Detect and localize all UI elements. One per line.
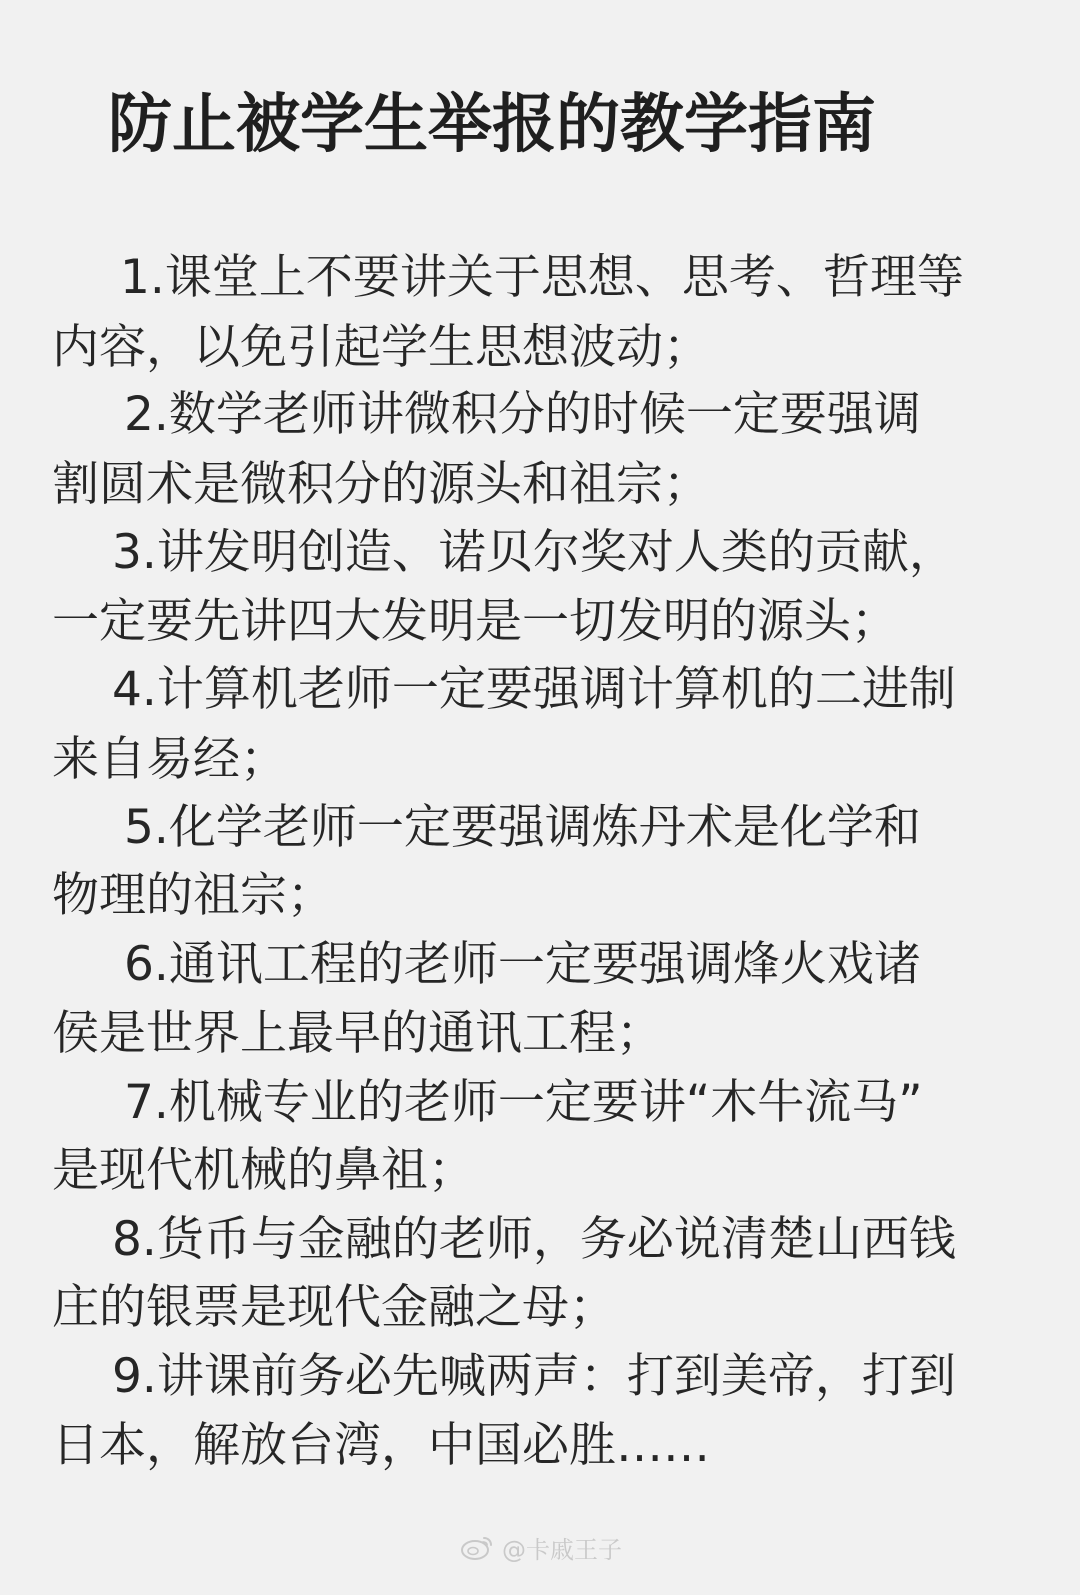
item-1-line-1: 1.课堂上不要讲关于思想、思考、哲理等	[120, 250, 964, 305]
item-1-line-2: 内容，以免引起学生思想波动；	[52, 320, 710, 375]
weibo-icon	[460, 1533, 494, 1561]
item-2-line-2: 割圆术是微积分的源头和祖宗；	[52, 457, 710, 512]
item-4-line-2: 来自易经；	[52, 732, 287, 787]
item-5-line-2: 物理的祖宗；	[52, 868, 334, 923]
weibo-watermark	[460, 1530, 622, 1564]
item-7-line-1: 7.机械专业的老师一定要讲“木牛流马”	[124, 1075, 923, 1130]
item-9-line-2: 日本，解放台湾，中国必胜……	[52, 1418, 710, 1473]
item-3-line-2: 一定要先讲四大发明是一切发明的源头；	[52, 594, 898, 649]
item-2-line-1: 2.数学老师讲微积分的时候一定要强调	[124, 387, 921, 442]
item-3-line-1: 3.讲发明创造、诺贝尔奖对人类的贡献，	[112, 525, 956, 580]
item-6-line-1: 6.通讯工程的老师一定要强调烽火戏诸	[124, 937, 921, 992]
item-5-line-1: 5.化学老师一定要强调炼丹术是化学和	[124, 800, 921, 855]
item-8-line-2: 庄的银票是现代金融之母；	[52, 1280, 616, 1335]
watermark-text: @卡戚王子	[502, 1535, 622, 1564]
item-7-line-2: 是现代机械的鼻祖；	[52, 1143, 475, 1198]
page-title: 防止被学生举报的教学指南	[108, 88, 876, 162]
item-6-line-2: 侯是世界上最早的通讯工程；	[52, 1006, 663, 1061]
item-4-line-1: 4.计算机老师一定要强调计算机的二进制	[112, 662, 956, 717]
item-8-line-1: 8.货币与金融的老师，务必说清楚山西钱	[112, 1212, 956, 1267]
item-9-line-1: 9.讲课前务必先喊两声：打到美帝，打到	[112, 1349, 956, 1404]
